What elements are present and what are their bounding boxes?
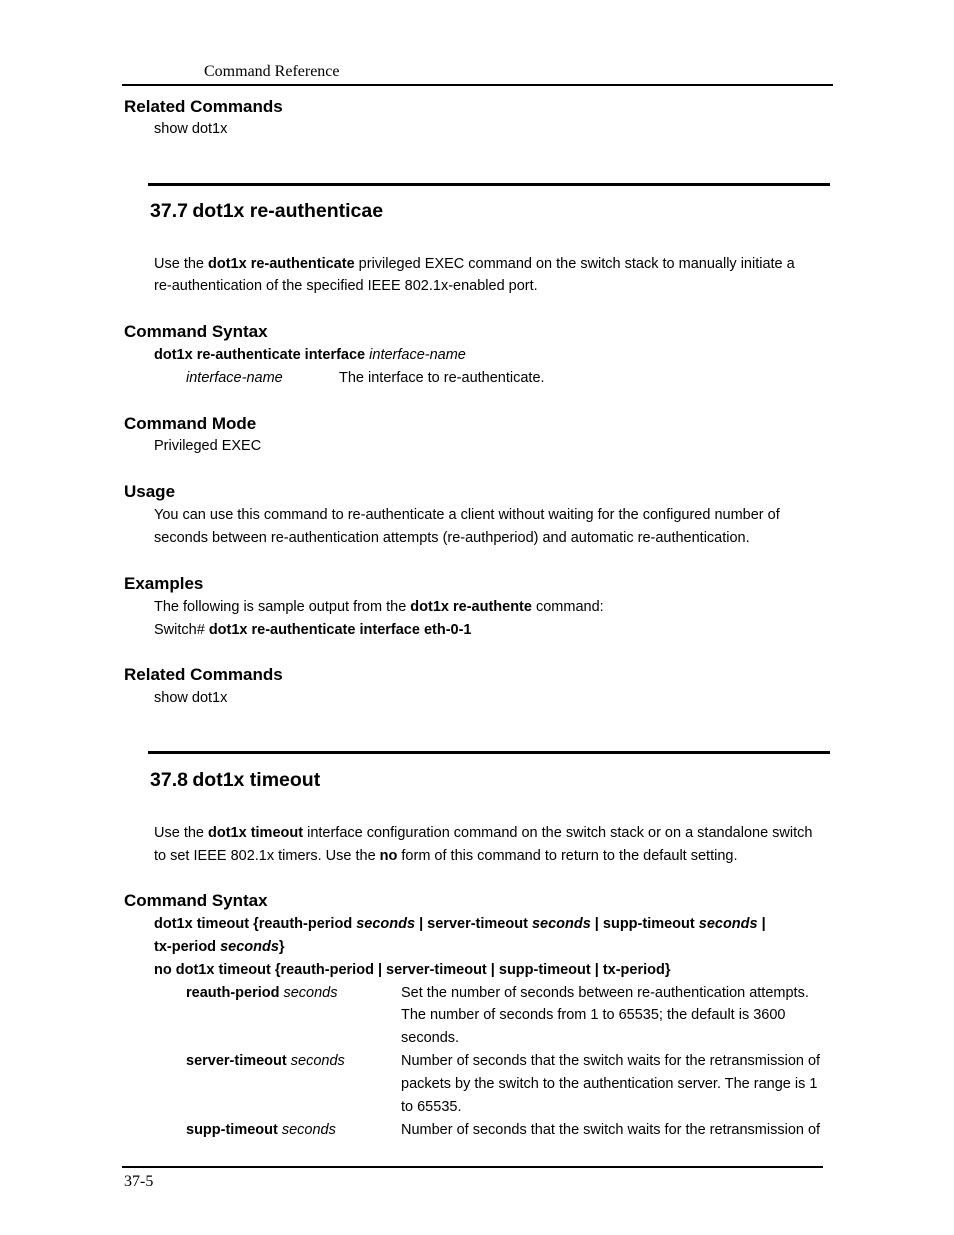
example-prompt: Switch# [154, 622, 209, 638]
param-desc: The number of seconds from 1 to 65535; the default is 3600 [401, 1007, 786, 1023]
param-name [186, 1053, 345, 1069]
intro-text: privileged EXEC command on the switch stack to manually initiate a [354, 256, 795, 272]
syntax-line [154, 916, 766, 932]
examples-text: The following is sample output from the [154, 599, 411, 615]
section-intro-line [154, 256, 795, 272]
intro-command: dot1x re-authenticate [208, 256, 355, 272]
syntax-line [154, 347, 466, 363]
related-commands-heading: Related Commands [124, 665, 283, 684]
intro-text: Use the [154, 825, 208, 841]
section-title [150, 769, 320, 792]
syntax-keyword: tx-period [154, 939, 221, 955]
section-rule [148, 751, 830, 754]
intro-text: interface configuration command on the switch stack or on a standalone switch [303, 825, 813, 841]
example-command-line [154, 622, 472, 638]
usage-heading: Usage [124, 482, 176, 501]
header-title: Command Reference [204, 63, 340, 80]
command-syntax-heading: Command Syntax [124, 322, 268, 341]
param-desc: Number of seconds that the switch waits for the retransmission of [401, 1122, 821, 1138]
section-number: 37.7 [150, 200, 188, 222]
examples-intro [154, 599, 604, 615]
param-name [186, 985, 338, 1001]
section-rule [148, 183, 830, 186]
related-command-item: show dot1x [154, 121, 228, 137]
related-commands-heading: Related Commands [124, 97, 283, 116]
usage-line: You can use this command to re-authenticate a client without waiting for the configured number of [154, 507, 780, 523]
footer-rule [122, 1166, 823, 1168]
examples-text: command: [531, 599, 604, 615]
syntax-argument: seconds [531, 916, 591, 932]
intro-text: to set IEEE 802.1x timers. Use the [154, 848, 380, 864]
param-desc: packets by the switch to the authentication server. The range is 1 [401, 1076, 818, 1092]
usage-line: seconds between re-authentication attempts (re-authperiod) and automatic re-authentication. [154, 530, 750, 546]
param-desc: Number of seconds that the switch waits for the retransmission of [401, 1053, 821, 1069]
intro-text: Use the [154, 256, 208, 272]
param-desc: The interface to re-authenticate. [339, 370, 545, 386]
command-mode-heading: Command Mode [124, 414, 257, 433]
syntax-line [154, 939, 285, 955]
param-keyword: supp-timeout [186, 1122, 278, 1138]
param-name: interface-name [186, 370, 283, 386]
syntax-keyword: | supp-timeout [590, 916, 699, 932]
syntax-line-no-form: no dot1x timeout {reauth-period | server-timeout | supp-timeout | tx-period} [154, 962, 671, 978]
param-desc: Set the number of seconds between re-authentication attempts. [401, 985, 809, 1001]
syntax-argument: seconds [220, 939, 279, 955]
examples-heading: Examples [124, 574, 204, 593]
intro-text: form of this command to return to the default setting. [397, 848, 738, 864]
command-syntax-heading: Command Syntax [124, 891, 268, 910]
section-intro-line: re-authentication of the specified IEEE 802.1x-enabled port. [154, 278, 538, 294]
syntax-keyword: } [278, 939, 285, 955]
param-keyword: server-timeout [186, 1053, 287, 1069]
example-command: dot1x re-authenticate interface eth-0-1 [208, 622, 472, 638]
param-keyword: reauth-period [186, 985, 280, 1001]
section-name: dot1x timeout [192, 769, 321, 791]
param-name [186, 1122, 336, 1138]
param-argument: seconds [290, 1053, 345, 1069]
param-desc: to 65535. [401, 1099, 462, 1115]
syntax-command: dot1x re-authenticate interface [154, 347, 366, 363]
syntax-argument: seconds [356, 916, 416, 932]
syntax-keyword: dot1x timeout {reauth-period [154, 916, 357, 932]
section-name: dot1x re-authenticae [192, 200, 384, 222]
syntax-keyword: | server-timeout [415, 916, 532, 932]
related-command-item: show dot1x [154, 690, 228, 706]
section-intro-line [154, 825, 812, 841]
header-rule [122, 84, 833, 86]
syntax-argument: interface-name [369, 347, 466, 363]
param-argument: seconds [281, 1122, 336, 1138]
param-desc: seconds. [401, 1030, 460, 1046]
command-mode-value: Privileged EXEC [154, 438, 262, 454]
syntax-keyword: | [757, 916, 766, 932]
page-number: 37-5 [124, 1173, 154, 1190]
param-argument: seconds [283, 985, 338, 1001]
intro-command: dot1x timeout [208, 825, 304, 841]
intro-no-keyword: no [379, 848, 398, 864]
examples-command: dot1x re-authente [410, 599, 532, 615]
section-number: 37.8 [150, 769, 188, 791]
section-title [150, 200, 383, 223]
section-intro-line [154, 848, 738, 864]
syntax-argument: seconds [698, 916, 758, 932]
